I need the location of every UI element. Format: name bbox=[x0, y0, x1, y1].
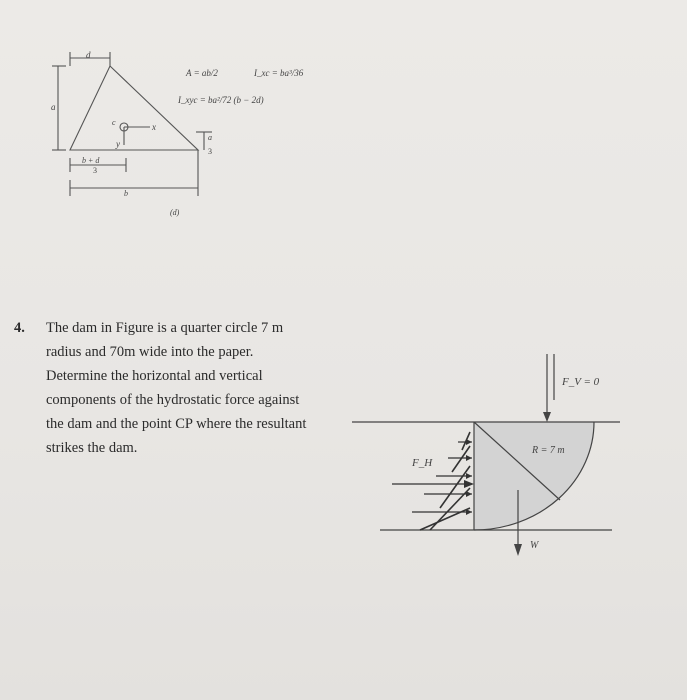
figure-caption: (d) bbox=[170, 208, 180, 217]
label-three: 3 bbox=[93, 166, 97, 175]
problem-line: the dam and the point CP where the resultant bbox=[46, 416, 307, 432]
label-b-plus-d: b + d bbox=[82, 156, 100, 165]
label-b: b bbox=[124, 189, 128, 198]
problem-line: radius and 70m wide into the paper. bbox=[46, 344, 254, 360]
problem-number: 4. bbox=[14, 320, 25, 336]
formula-ixc: I_xc = ba³/36 bbox=[254, 68, 304, 78]
label-a-over-3-num: a bbox=[208, 133, 212, 142]
label-d: d bbox=[86, 50, 91, 60]
problem-line: The dam in Figure is a quarter circle 7 m bbox=[46, 320, 284, 336]
label-radius: R = 7 m bbox=[532, 445, 565, 456]
label-c: c bbox=[112, 118, 116, 127]
label-y: y bbox=[116, 139, 120, 149]
label-fh: F_H bbox=[412, 457, 433, 469]
formula-area: A = ab/2 bbox=[186, 68, 218, 78]
label-x: x bbox=[152, 122, 156, 132]
label-a-over-3-den: 3 bbox=[208, 147, 212, 156]
problem-line: strikes the dam. bbox=[46, 440, 138, 456]
label-fv: F_V = 0 bbox=[562, 376, 600, 388]
label-w: W bbox=[530, 540, 539, 551]
problem-line: Determine the horizontal and vertical bbox=[46, 368, 263, 384]
label-a: a bbox=[51, 102, 56, 112]
formula-ixyc: I_xyc = ba²/72 (b − 2d) bbox=[178, 95, 264, 105]
problem-line: components of the hydrostatic force against bbox=[46, 392, 300, 408]
